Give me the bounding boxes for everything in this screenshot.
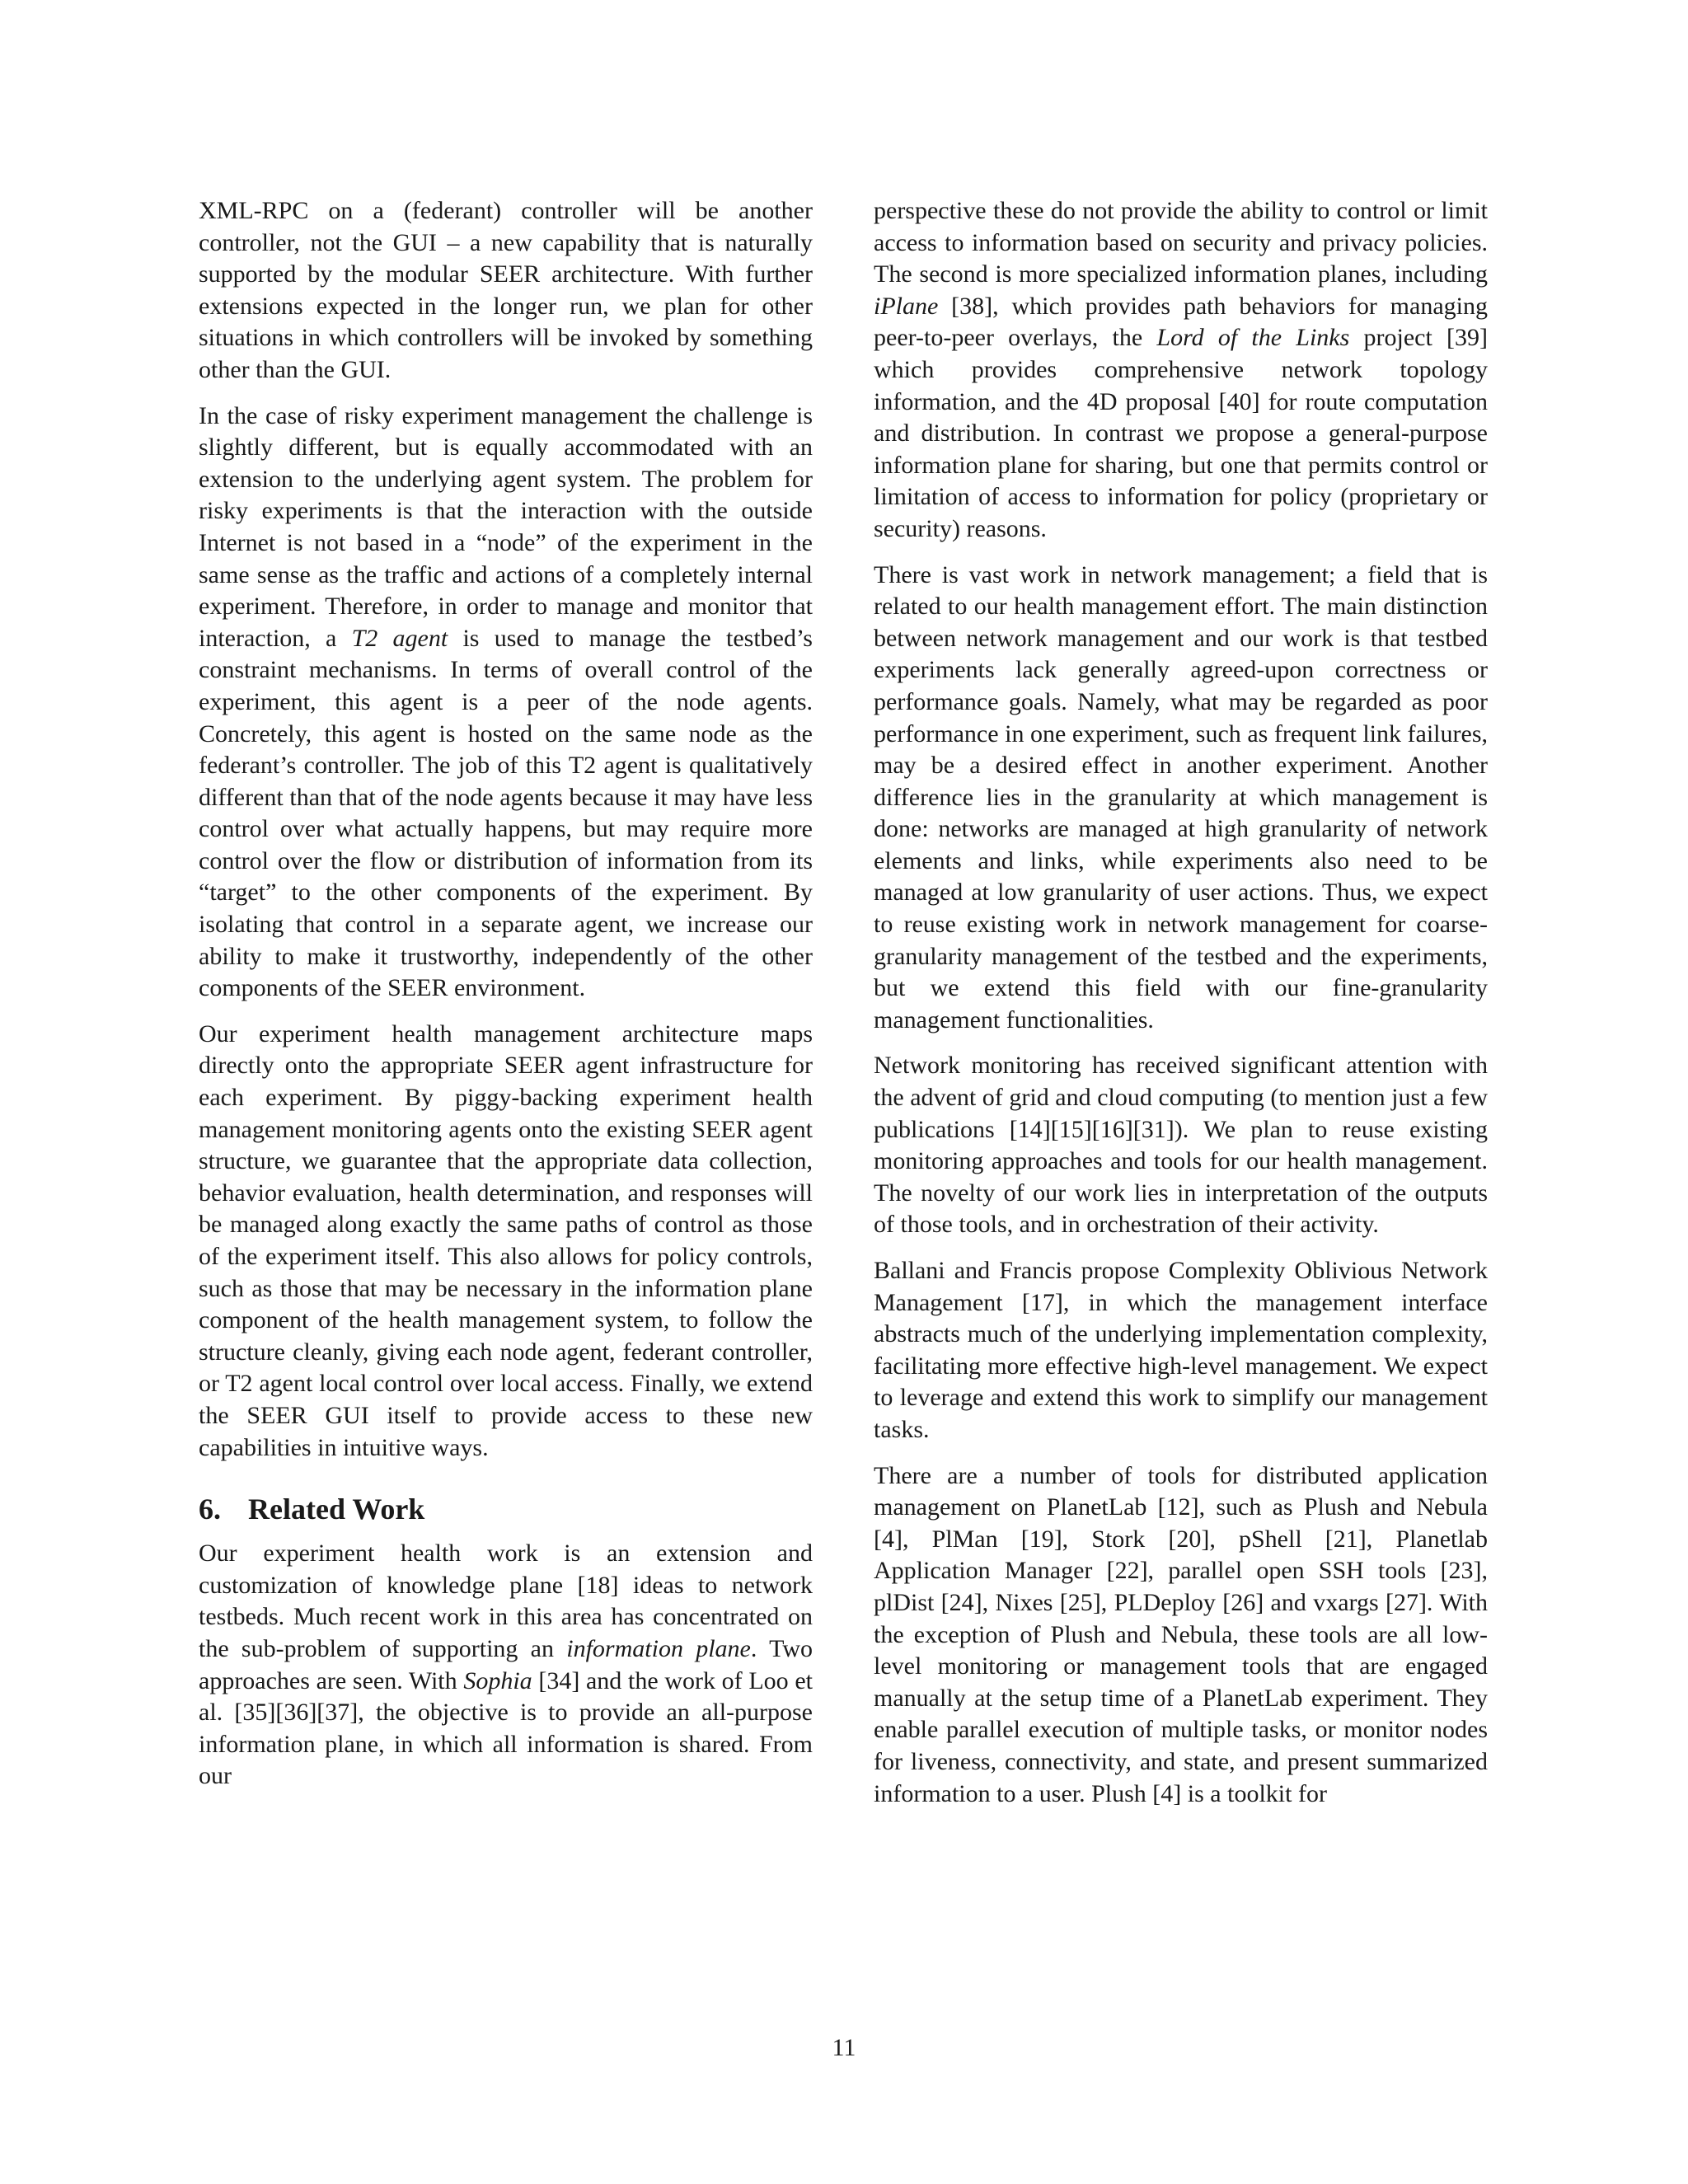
left-column xyxy=(199,195,813,1807)
paragraph-network-management: There is vast work in network management; a field that is related to our health management effort. The main distinction between network management and our work is that testbed experiments lack generally agreed-upon correctness or performance goals. Namely, what may be regarded as poor performance in one experiment, such as frequent link failures, may be a desired effect in another experiment. Another difference lies in the granularity at which management is done: networks are managed at high granularity of network elements and links, while experiments also need to be managed at low granularity of user actions. Thus, we expect to reuse existing work in network management for coarse-granularity management of the testbed and the experiments, but we extend this field with our fine-granularity management functionalities. xyxy=(874,560,1488,1033)
text-run: project [39] which provides comprehensive network topology information, and the 4D proposal [40] for route computation and distribution. In contrast we propose a general-purpose information plane for sharing, but one that permits control or limitation of access to information for policy (proprietary or security) reasons. xyxy=(874,324,1488,542)
text-run: Our experiment health work is an extension and customization of knowledge plane [18] ideas to network testbeds. Much recent work in this area has concentrated on the sub-problem of supporting an xyxy=(199,1540,813,1662)
section-number: 6. xyxy=(199,1493,221,1526)
emphasis-t2-agent: T2 agent xyxy=(351,624,448,652)
page-number: 11 xyxy=(832,2034,856,2061)
right-column xyxy=(874,195,1488,1824)
text-run: . Two approaches are seen. With xyxy=(199,1634,813,1694)
paragraph-risky-experiments xyxy=(199,401,813,1005)
paragraph-information-planes xyxy=(874,195,1488,546)
emphasis-information-plane: information plane xyxy=(566,1634,751,1662)
paragraph-xml-rpc: XML-RPC on a (federant) controller will be another controller, not the GUI – a new capability that is naturally supported by the modular SEER architecture. With further extensions expected in the longer run, we plan for other situations in which controllers will be invoked by something other than the GUI. xyxy=(199,197,813,383)
text-run: is used to manage the testbed’s constraint mechanisms. In terms of overall control of the experiment, this agent is a peer of the node agents. Concretely, this agent is hosted on the same node as the federant’s controller. The job of this T2 agent is qualitatively different than that of the node agents because it may have less control over what actually happens, but may require more control over the flow or distribution of information from its “target” to the other components of the experiment. By isolating that control in a separate agent, we increase our ability to make it trustworthy, independently of the other components of the SEER environment. xyxy=(199,624,813,1002)
text-run: [38], which provides path behaviors for managing peer-to-peer overlays, the xyxy=(874,292,1488,352)
emphasis-lord-of-the-links: Lord of the Links xyxy=(1156,324,1350,352)
section-title: Related Work xyxy=(248,1493,425,1526)
section-heading-related-work xyxy=(199,1491,813,1527)
text-run: In the case of risky experiment management the challenge is slightly different, but is equally accommodated with an extension to the underlying agent system. The problem for risky experiments is that the interaction with the outside Internet is not based in a “node” of the experiment in the same sense as the traffic and actions of a completely internal experiment. Therefore, in order to manage and monitor that interaction, a xyxy=(199,401,813,652)
text-run: [34] and the work of Loo et al. [35][36][37], the objective is to provide an all-purpose information plane, in which all information is shared. From our xyxy=(199,1666,813,1790)
paragraph-ballani-francis: Ballani and Francis propose Complexity Oblivious Network Management [17], in which the management interface abstracts much of the underlying implementation complexity, facilitating more effective high-level management. We expect to leverage and extend this work to simplify our management tasks. xyxy=(874,1257,1488,1443)
paragraph-network-monitoring: Network monitoring has received significant attention with the advent of grid and cloud computing (to mention just a few publications [14][15][16][31]). We plan to reuse existing monitoring approaches and tools for our health management. The novelty of our work lies in interpretation of the outputs of those tools, and in orchestration of their activity. xyxy=(874,1052,1488,1239)
emphasis-sophia: Sophia xyxy=(463,1666,532,1694)
paragraph-planetlab-tools: There are a number of tools for distributed application management on PlanetLab [12], such as Plush and Nebula [4], PlMan [19], Stork [20], pShell [21], Planetlab Application Manager [22], parallel open SSH tools [23], plDist [24], Nixes [25], PLDeploy [26] and vxargs [27]. With the exception of Plush and Nebula, these tools are all low-level monitoring or management tools that are engaged manually at the setup time of a PlanetLab experiment. They enable parallel execution of multiple tasks, or monitor nodes for liveness, connectivity, and state, and present summarized information to a user. Plush [4] is a toolkit for xyxy=(874,1461,1488,1807)
emphasis-iplane: iPlane xyxy=(874,292,939,320)
paragraph-knowledge-plane xyxy=(199,1538,813,1793)
text-run: perspective these do not provide the ability to control or limit access to information based on security and privacy policies. The second is more specialized information planes, including xyxy=(874,197,1488,288)
paragraph-health-architecture: Our experiment health management architecture maps directly onto the appropriate SEER agent infrastructure for each experiment. By piggy-backing experiment health management monitoring agents onto the existing SEER agent structure, we guarantee that the appropriate data collection, behavior evaluation, health determination, and responses will be managed along exactly the same paths of control as those of the experiment itself. This also allows for policy controls, such as those that may be necessary in the information plane component of the health management system, to follow the structure cleanly, giving each node agent, federant controller, or T2 agent local control over local access. Finally, we extend the SEER GUI itself to provide access to these new capabilities in intuitive ways. xyxy=(199,1019,813,1461)
